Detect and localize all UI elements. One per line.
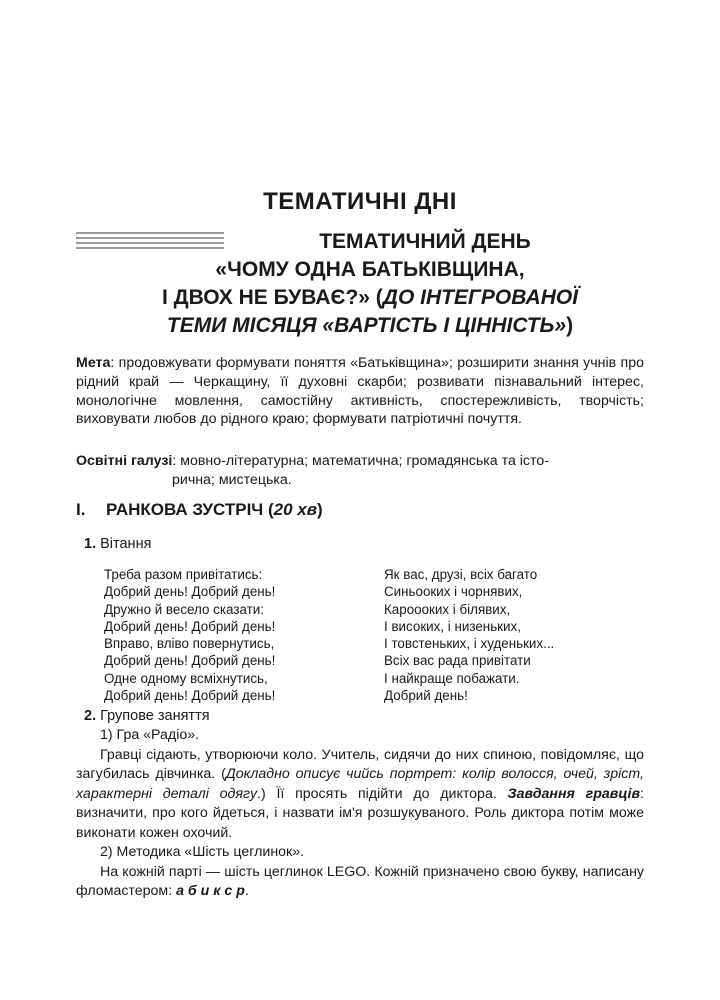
poem-line: Вправо, вліво повернутись, — [104, 636, 275, 652]
poem-right-column — [384, 566, 554, 704]
day-title-month-theme: ТЕМИ МІСЯЦЯ «ВАРТІСТЬ І ЦІННІСТЬ» — [166, 314, 567, 337]
text-run: Гравці сідають, утворюючи коло. Учитель, сидячи до них спиною, повідомляє, що загубилась дівчинка. ( — [76, 746, 644, 782]
subheading-number: 2. — [84, 708, 97, 724]
poem-left-column — [104, 566, 275, 704]
subheading-group-work — [84, 708, 210, 724]
text-run: .) Її просять підійти до диктора. — [257, 785, 508, 802]
day-title-line2: «ЧОМУ ОДНА БАТЬКІВЩИНА, — [215, 258, 525, 281]
day-title-integrated: ДО ІНТЕГРОВАНОЇ — [382, 286, 579, 309]
method-bricks-title: 2) Методика «Шість цеглинок». — [100, 844, 305, 860]
group-work-body — [76, 726, 644, 902]
areas-paragraph — [76, 452, 644, 490]
poem-line: Синьооких і чорнявих, — [384, 584, 523, 600]
section-close-paren: ) — [317, 500, 323, 519]
poem-line: І найкраще побажати. — [384, 670, 520, 686]
game-radio-description — [76, 746, 644, 844]
section-number: I. — [76, 500, 86, 519]
poem-line: Всіх вас рада привітати — [384, 653, 531, 669]
subheading-number: 1. — [84, 536, 97, 552]
areas-line2: рична; мистецька. — [172, 471, 292, 488]
portrait-description: Докладно описує чийсь портрет: колір волосся, очей, зріст, характерні деталі одягу — [76, 766, 644, 802]
poem-line: І високих, і низеньких, — [384, 618, 521, 634]
poem-line: Треба разом привітатись: — [104, 567, 263, 582]
poem-line: Як вас, друзі, всіх багато — [384, 567, 538, 582]
poem-line: Добрий день! Добрий день! — [104, 653, 276, 669]
poem-line: Одне одному всміхнутись, — [104, 670, 268, 686]
section-heading-title: РАНКОВА ЗУСТРІЧ — [106, 500, 264, 519]
section-heading — [76, 500, 323, 520]
day-title-open-paren: ( — [369, 286, 383, 309]
section-title: ТЕМАТИЧНІ ДНІ — [263, 188, 457, 215]
poem-line: Добрий день! Добрий день! — [104, 688, 276, 704]
areas-label: Освітні галузі — [76, 453, 173, 469]
subheading-greeting — [84, 536, 151, 552]
game-radio-title: 1) Гра «Радіо». — [100, 727, 200, 743]
text-run: . — [244, 883, 249, 899]
goal-text: : продовжувати формувати поняття «Батьківщина»; розширити знання учнів про рідний край — Черкащину, її духовні скарби; розвивати пізнавальний інтерес, монологічне мовлення, самостійну активність, спостережливість, творчість; виховувати любов до рідного краю; формувати патріотичні почуття. — [76, 355, 644, 428]
day-title-line4 — [100, 312, 640, 340]
goal-paragraph — [76, 354, 644, 429]
poem-line: Добрий день! — [384, 688, 468, 704]
day-title-close-paren: ) — [566, 314, 574, 337]
day-title — [100, 228, 640, 340]
poem-line: Кароооких і білявих, — [384, 601, 511, 617]
text-run: : визначити, про кого йдеться, і назвати ім'я розшукуваного. Роль диктора потім може виконати кожен охочий. — [76, 785, 644, 841]
text-run: На кожній парті — шість цеглинок LEGO. Кожній призначено свою букву, написану фломастером: — [76, 863, 644, 899]
poem-line: І товстеньких, і худеньких... — [384, 636, 555, 652]
poem-line: Дружно й весело сказати: — [104, 601, 264, 617]
day-title-question: І ДВОХ НЕ БУВАЄ?» — [161, 286, 370, 309]
section-duration: 20 хв — [273, 500, 317, 519]
areas-text: : мовно-літературна; математична; громадянська та істо- — [172, 453, 549, 469]
subheading-title: Вітання — [96, 536, 152, 552]
subheading-title: Групове заняття — [96, 708, 210, 724]
poem-line: Добрий день! Добрий день! — [104, 584, 276, 600]
method-bricks-description — [76, 863, 644, 902]
brick-letters: а б и к с р — [176, 883, 245, 899]
day-title-line1: ТЕМАТИЧНИЙ ДЕНЬ — [319, 230, 531, 253]
poem-line: Добрий день! Добрий день! — [104, 618, 276, 634]
areas-line1 — [76, 452, 644, 471]
section-open-paren: ( — [263, 500, 274, 519]
players-task-label: Завдання гравців — [507, 785, 641, 802]
day-title-line3 — [100, 284, 640, 312]
goal-label: Мета — [76, 355, 111, 371]
